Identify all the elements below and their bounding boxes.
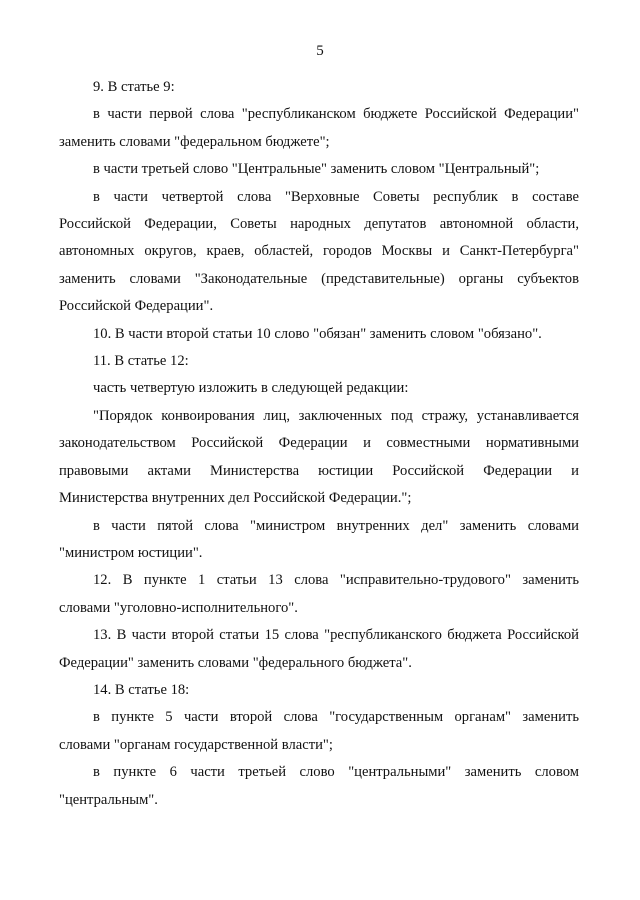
paragraph [59,74,579,101]
text-line: законодательством Российской Федерации и совместными нормативными [59,435,579,452]
text-line: Министерства внутренних дел Российской Федерации."; [59,490,412,507]
paragraph [59,321,579,348]
text-line: "министром юстиции". [59,544,203,561]
text-line: 13. В части второй статьи 15 слова "республиканского бюджета Российской [93,627,579,644]
text-line: 12. В пункте 1 статьи 13 слова "исправительно-трудового" заменить [93,572,579,589]
text-line: 10. В части второй статьи 10 слово "обязан" заменить словом "обязано". [93,325,542,342]
text-line: 11. В статье 12: [93,353,189,370]
paragraph [59,101,579,156]
paragraph [59,704,579,759]
paragraph [59,567,579,622]
text-line: правовыми актами Министерства юстиции Российской Федерации и [59,462,579,479]
text-line: в части третьей слово "Центральные" заменить словом "Центральный"; [93,161,540,178]
text-line: автономных округов, краев, областей, городов Москвы и Санкт-Петербурга" [59,243,579,260]
text-line: Федерации" заменить словами "федерального бюджета". [59,654,412,671]
text-line: в части пятой слова "министром внутренних дел" заменить словами [93,517,579,534]
text-line: словами "уголовно-исполнительного". [59,599,298,616]
text-line: "Порядок конвоирования лиц, заключенных под стражу, устанавливается [93,407,579,424]
text-line: Российской Федерации, Советы народных депутатов автономной области, [59,216,579,233]
paragraph [59,759,579,814]
document-body [59,74,579,814]
text-line: заменить словами "Законодательные (представительные) органы субъектов [59,270,579,287]
text-line: 9. В статье 9: [93,79,175,95]
text-line: часть четвертую изложить в следующей редакции: [93,380,409,397]
page-number: 5 [316,43,324,59]
paragraph [59,403,579,513]
text-line: Российской Федерации". [59,298,214,315]
text-line: в пункте 5 части второй слова "государственным органам" заменить [93,709,579,726]
text-line: "центральным". [59,791,158,808]
paragraph [59,677,579,704]
paragraph [59,375,579,402]
paragraph [59,622,579,677]
paragraph [59,348,579,375]
text-line: заменить словами "федеральном бюджете"; [59,133,330,150]
text-line: в части четвертой слова "Верховные Советы республик в составе [93,188,579,205]
paragraph [59,513,579,568]
text-line: словами "органам государственной власти"; [59,736,333,753]
text-line: 14. В статье 18: [93,681,190,698]
text-line: в части первой слова "республиканском бюджете Российской Федерации" [93,106,579,123]
paragraph [59,184,579,321]
paragraph [59,156,579,183]
text-line: в пункте 6 части третьей слово "центральными" заменить словом [93,764,579,781]
